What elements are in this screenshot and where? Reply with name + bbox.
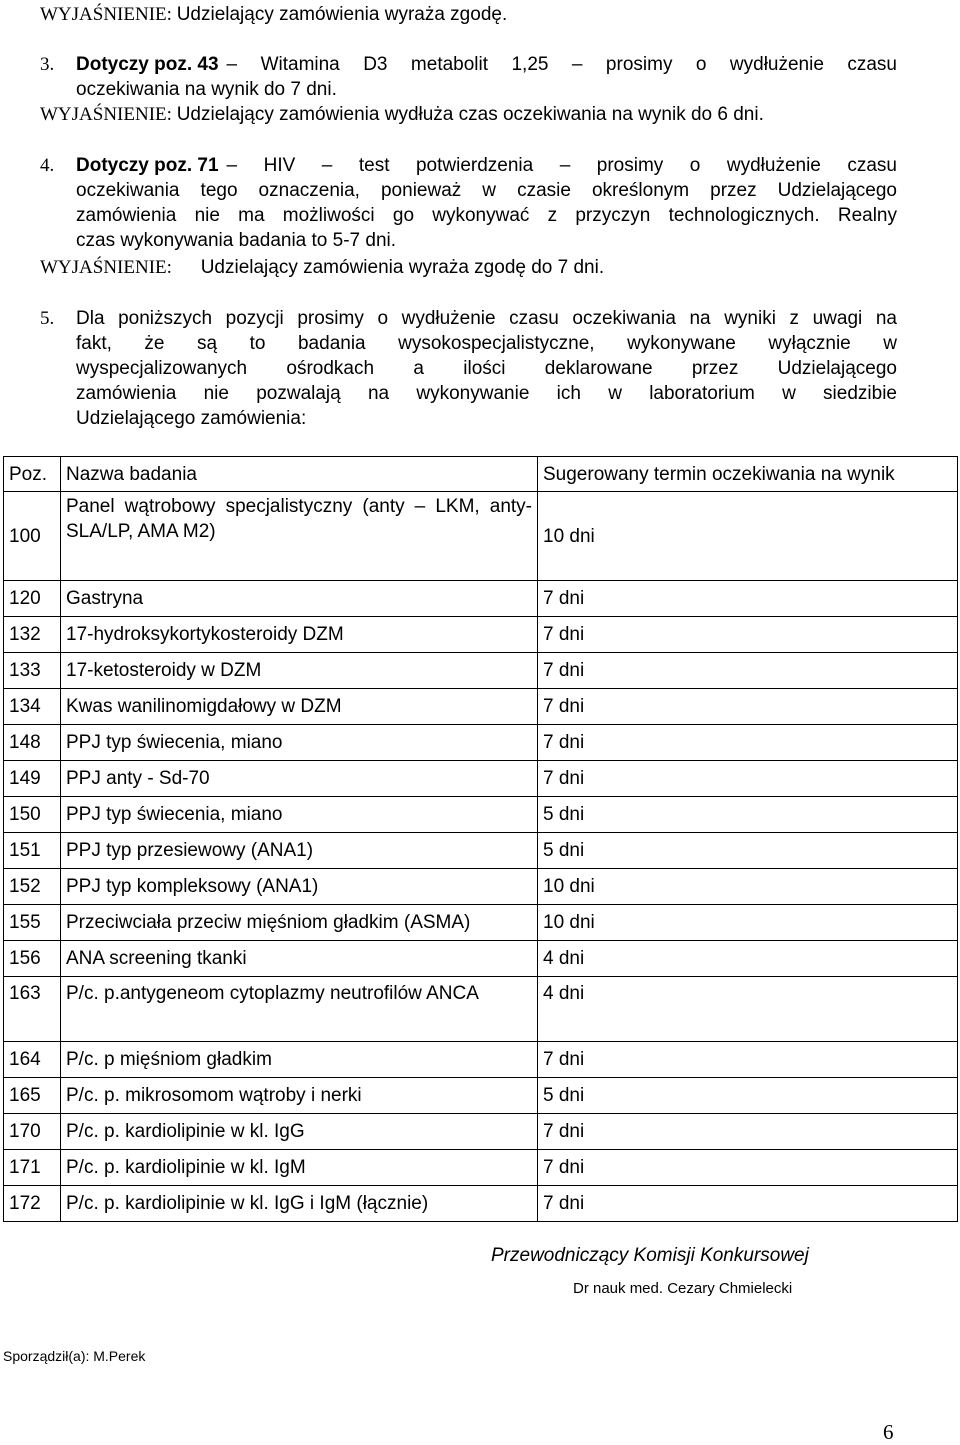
cell-name: P/c. p mięśniom gładkim [61, 1042, 538, 1078]
cell-term: 7 dni [538, 1150, 958, 1186]
cell-term: 7 dni [538, 617, 958, 653]
cell-poz: 100 [4, 492, 61, 581]
item-5-text-cont: fakt, że są to badania wysokospecjalistyczne, wykonywane wyłącznie w [76, 333, 897, 354]
explanation-label: WYJAŚNIENIE: [40, 104, 172, 125]
item-3-number: 3. [40, 54, 55, 75]
table-row [4, 1042, 958, 1078]
cell-name: ANA screening tkanki [61, 941, 538, 977]
item-4-heading: Dotyczy poz. 71 [76, 155, 219, 176]
cell-poz: 164 [4, 1042, 61, 1078]
cell-poz: 151 [4, 833, 61, 869]
cell-name: 17-ketosteroidy w DZM [61, 653, 538, 689]
cell-poz: 152 [4, 869, 61, 905]
table-row [4, 1150, 958, 1186]
cell-term: 5 dni [538, 1078, 958, 1114]
item-3-explanation [40, 102, 764, 127]
cell-term: 4 dni [538, 977, 958, 1042]
cell-term: 7 dni [538, 653, 958, 689]
cell-poz: 134 [4, 689, 61, 725]
cell-poz: 120 [4, 581, 61, 617]
item-4-number: 4. [40, 155, 55, 176]
cell-term: 10 dni [538, 905, 958, 941]
item-5-text: Dla poniższych pozycji prosimy o wydłużenie czasu oczekiwania na wyniki z uwagi na [76, 308, 897, 329]
item-4 [40, 153, 897, 253]
cell-term: 10 dni [538, 492, 958, 581]
explanation-line [40, 2, 507, 27]
table-row [4, 689, 958, 725]
table-row [4, 1186, 958, 1222]
explanation-text: Udzielający zamówienia wyraża zgodę do 7 dni. [200, 257, 605, 278]
cell-poz: 133 [4, 653, 61, 689]
page-number: 6 [883, 1420, 894, 1444]
item-3 [40, 52, 897, 102]
table-row [4, 797, 958, 833]
chair-title: Przewodniczący Komisji Konkursowej [491, 1245, 809, 1266]
prepared-by: Sporządził(a): M.Perek [3, 1348, 146, 1364]
cell-poz: 149 [4, 761, 61, 797]
cell-term: 5 dni [538, 833, 958, 869]
cell-poz: 148 [4, 725, 61, 761]
item-5-text-cont: zamówienia nie pozwalają na wykonywanie ich w laboratorium w siedzibie [76, 383, 897, 404]
table-row [4, 653, 958, 689]
cell-name: PPJ typ świecenia, miano [61, 797, 538, 833]
item-3-text: – Witamina D3 metabolit 1,25 – prosimy o wydłużenie czasu [226, 54, 897, 75]
table-row [4, 725, 958, 761]
cell-name [61, 492, 538, 581]
cell-term: 7 dni [538, 689, 958, 725]
cell-term: 7 dni [538, 1186, 958, 1222]
cell-term: 4 dni [538, 941, 958, 977]
header-name: Nazwa badania [61, 457, 538, 492]
cell-poz: 170 [4, 1114, 61, 1150]
table-row [4, 905, 958, 941]
cell-poz: 150 [4, 797, 61, 833]
explanation-text: Udzielający zamówienia wyraża zgodę. [176, 4, 508, 25]
cell-poz: 172 [4, 1186, 61, 1222]
tests-table [3, 456, 958, 1222]
item-5 [40, 306, 897, 431]
cell-name [61, 977, 538, 1042]
table-row [4, 1078, 958, 1114]
table-row [4, 941, 958, 977]
explanation-label: WYJAŚNIENIE: [40, 257, 172, 278]
item-4-explanation [40, 255, 604, 280]
item-3-heading: Dotyczy poz. 43 [76, 54, 219, 75]
explanation-text: Udzielający zamówienia wydłuża czas oczekiwania na wynik do 6 dni. [176, 104, 764, 125]
item-4-text: – HIV – test potwierdzenia – prosimy o wydłużenie czasu [226, 155, 897, 176]
chair-name: Dr nauk med. Cezary Chmielecki [573, 1280, 793, 1297]
cell-name-text: Panel wątrobowy specjalistyczny (anty – LKM, anty-SLA/LP, AMA M2) [66, 496, 532, 542]
explanation-label: WYJAŚNIENIE: [40, 4, 172, 25]
cell-name: P/c. p. kardiolipinie w kl. IgG [61, 1114, 538, 1150]
cell-poz: 155 [4, 905, 61, 941]
table-row [4, 977, 958, 1042]
table-row [4, 617, 958, 653]
item-5-text-cont: Udzielającego zamówienia: [76, 408, 307, 429]
item-3-text-cont: oczekiwania na wynik do 7 dni. [76, 79, 337, 100]
item-4-text-cont: czas wykonywania badania to 5-7 dni. [76, 230, 397, 251]
cell-poz: 132 [4, 617, 61, 653]
cell-term: 5 dni [538, 797, 958, 833]
header-poz: Poz. [4, 457, 61, 492]
cell-name: PPJ typ kompleksowy (ANA1) [61, 869, 538, 905]
item-4-text-cont: zamówienia nie ma możliwości go wykonywać z przyczyn technologicznych. Realny [76, 205, 897, 226]
cell-term: 7 dni [538, 725, 958, 761]
cell-name: Kwas wanilinomigdałowy w DZM [61, 689, 538, 725]
cell-name: PPJ anty - Sd-70 [61, 761, 538, 797]
table-row [4, 761, 958, 797]
cell-name-text: P/c. p.antygeneom cytoplazmy neutrofilów ANCA [66, 983, 479, 1004]
cell-term: 7 dni [538, 1114, 958, 1150]
table-row [4, 492, 958, 581]
item-5-text-cont: wyspecjalizowanych ośrodkach a ilości deklarowane przez Udzielającego [76, 358, 897, 379]
cell-name: Przeciwciała przeciw mięśniom gładkim (ASMA) [61, 905, 538, 941]
table-row [4, 869, 958, 905]
cell-term: 10 dni [538, 869, 958, 905]
cell-term: 7 dni [538, 581, 958, 617]
cell-name: PPJ typ przesiewowy (ANA1) [61, 833, 538, 869]
cell-poz: 163 [4, 977, 61, 1042]
table-row [4, 833, 958, 869]
header-term: Sugerowany termin oczekiwania na wynik [538, 457, 958, 492]
cell-term: 7 dni [538, 1042, 958, 1078]
item-5-number: 5. [40, 308, 55, 329]
item-4-text-cont: oczekiwania tego oznaczenia, ponieważ w czasie określonym przez Udzielającego [76, 180, 897, 201]
table-row [4, 581, 958, 617]
cell-poz: 165 [4, 1078, 61, 1114]
cell-name: P/c. p. kardiolipinie w kl. IgM [61, 1150, 538, 1186]
cell-name: 17-hydroksykortykosteroidy DZM [61, 617, 538, 653]
cell-name: Gastryna [61, 581, 538, 617]
cell-name: P/c. p. mikrosomom wątroby i nerki [61, 1078, 538, 1114]
cell-term: 7 dni [538, 761, 958, 797]
cell-name: P/c. p. kardiolipinie w kl. IgG i IgM (łącznie) [61, 1186, 538, 1222]
table-row [4, 1114, 958, 1150]
cell-name: PPJ typ świecenia, miano [61, 725, 538, 761]
cell-poz: 156 [4, 941, 61, 977]
table-header-row [4, 457, 958, 492]
cell-poz: 171 [4, 1150, 61, 1186]
